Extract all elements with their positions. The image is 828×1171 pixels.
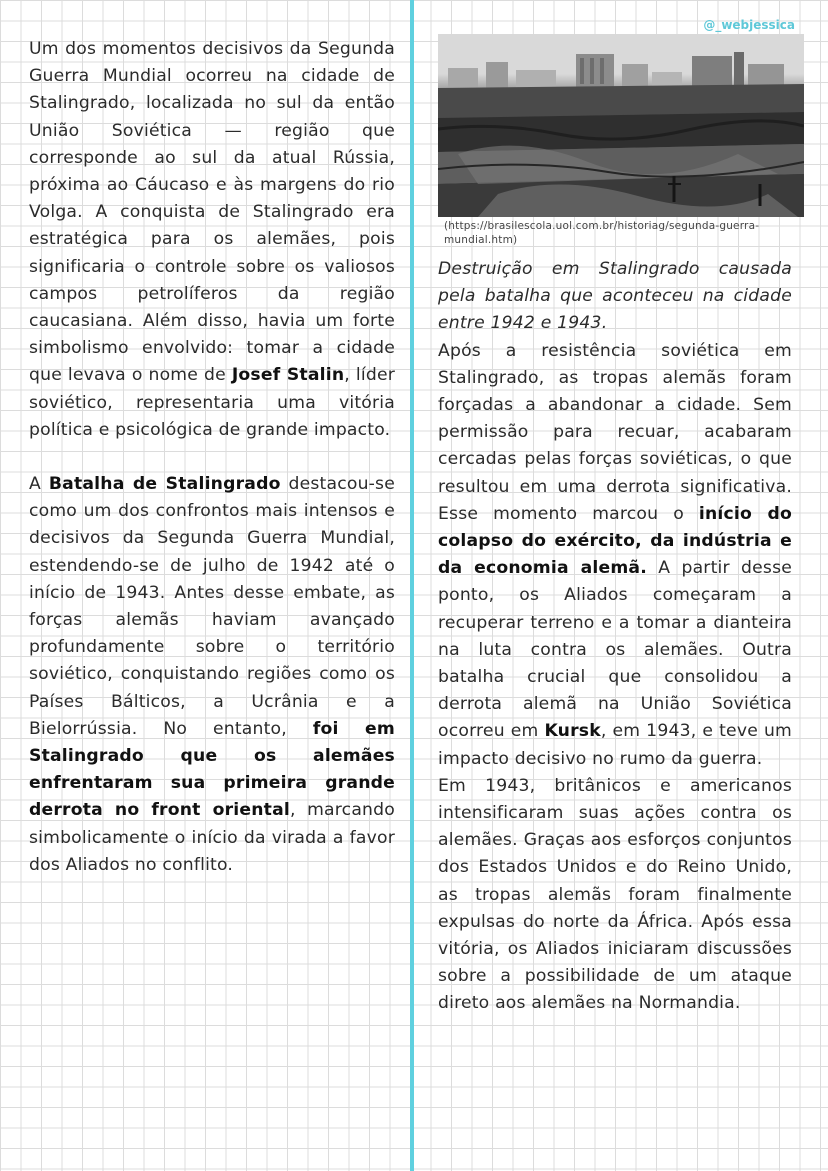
- stalingrad-ruins-photo: [438, 34, 804, 217]
- paragraph-1943-allies: Em 1943, britânicos e americanos intensificaram suas ações contra os alemães. Graças aos esforços conjuntos dos Estados Unidos e do Reino Unido, as tropas alemãs foram finalmente expulsas do norte da África. Após essa vitória, os Aliados iniciaram discussões sobre a possibilidade de um ataque direto aos alemães na Normandia.: [438, 775, 792, 1014]
- bold-josef-stalin: Josef Stalin: [231, 365, 345, 386]
- column-divider: [410, 0, 414, 1171]
- bold-kursk: Kursk: [544, 721, 601, 742]
- paragraph-stalingrad-intro: Um dos momentos decisivos da Segunda Guerra Mundial ocorreu na cidade de Stalingrado, localizada no sul da então União Soviética — região que corresponde ao sul da atual Rússia, próxima ao Cáucaso e às margens do rio Volga. A conquista de Stalingrado era estratégica para os alemães, pois significaria o controle sobre os valiosos campos petrolíferos da região caucasiana. Além disso, havia um forte simbolismo envolvido: tomar a cidade que levava o nome de Josef Stalin, líder soviético, representaria uma vitória política e psicológica de grande impacto.: [29, 39, 395, 440]
- image-source-url: (https://brasilescola.uol.com.br/historiag/segunda-guerra-mundial.htm): [444, 220, 760, 246]
- right-column: [438, 34, 792, 1018]
- paragraph-after-stalingrad: Após a resistência soviética em Stalingrado, as tropas alemãs foram forçadas a abandonar a cidade. Sem permissão para recuar, acabaram cercadas pelas forças soviéticas, o que resultou em uma derrota significativa. Esse momento marcou o início do colapso do exército, da indústria e da economia alemã. A partir desse ponto, os Aliados começaram a recuperar terreno e a tomar a dianteira na luta contra os alemães. Outra batalha crucial que consolidou a derrota alemã na União Soviética ocorreu em Kursk, em 1943, e teve um impacto decisivo no rumo da guerra.: [438, 340, 792, 769]
- bold-first-defeat: foi em Stalingrado que os alemães enfrentaram sua primeira grande derrota no front oriental: [29, 718, 395, 821]
- left-column: [29, 36, 395, 879]
- image-caption: Destruição em Stalingrado causada pela batalha que aconteceu na cidade entre 1942 e 1943.: [438, 259, 792, 334]
- bold-battle-name: Batalha de Stalingrado: [48, 474, 281, 495]
- bold-collapse: início do colapso do exército, da indústria e da economia alemã.: [438, 503, 792, 579]
- author-handle: @_webjessica: [703, 18, 795, 32]
- paragraph-battle-of-stalingrad: A Batalha de Stalingrado destacou-se como um dos confrontos mais intensos e decisivos da Segunda Guerra Mundial, estendendo-se de julho de 1942 até o início de 1943. Antes desse embate, as forças alemãs haviam avançado profundamente sobre o território soviético, conquistando regiões como os Países Bálticos, a Ucrânia e a Bielorrússia. No entanto, foi em Stalingrado que os alemães enfrentaram sua primeira grande derrota no front oriental, marcando simbolicamente o início da virada a favor dos Aliados no conflito.: [29, 474, 395, 875]
